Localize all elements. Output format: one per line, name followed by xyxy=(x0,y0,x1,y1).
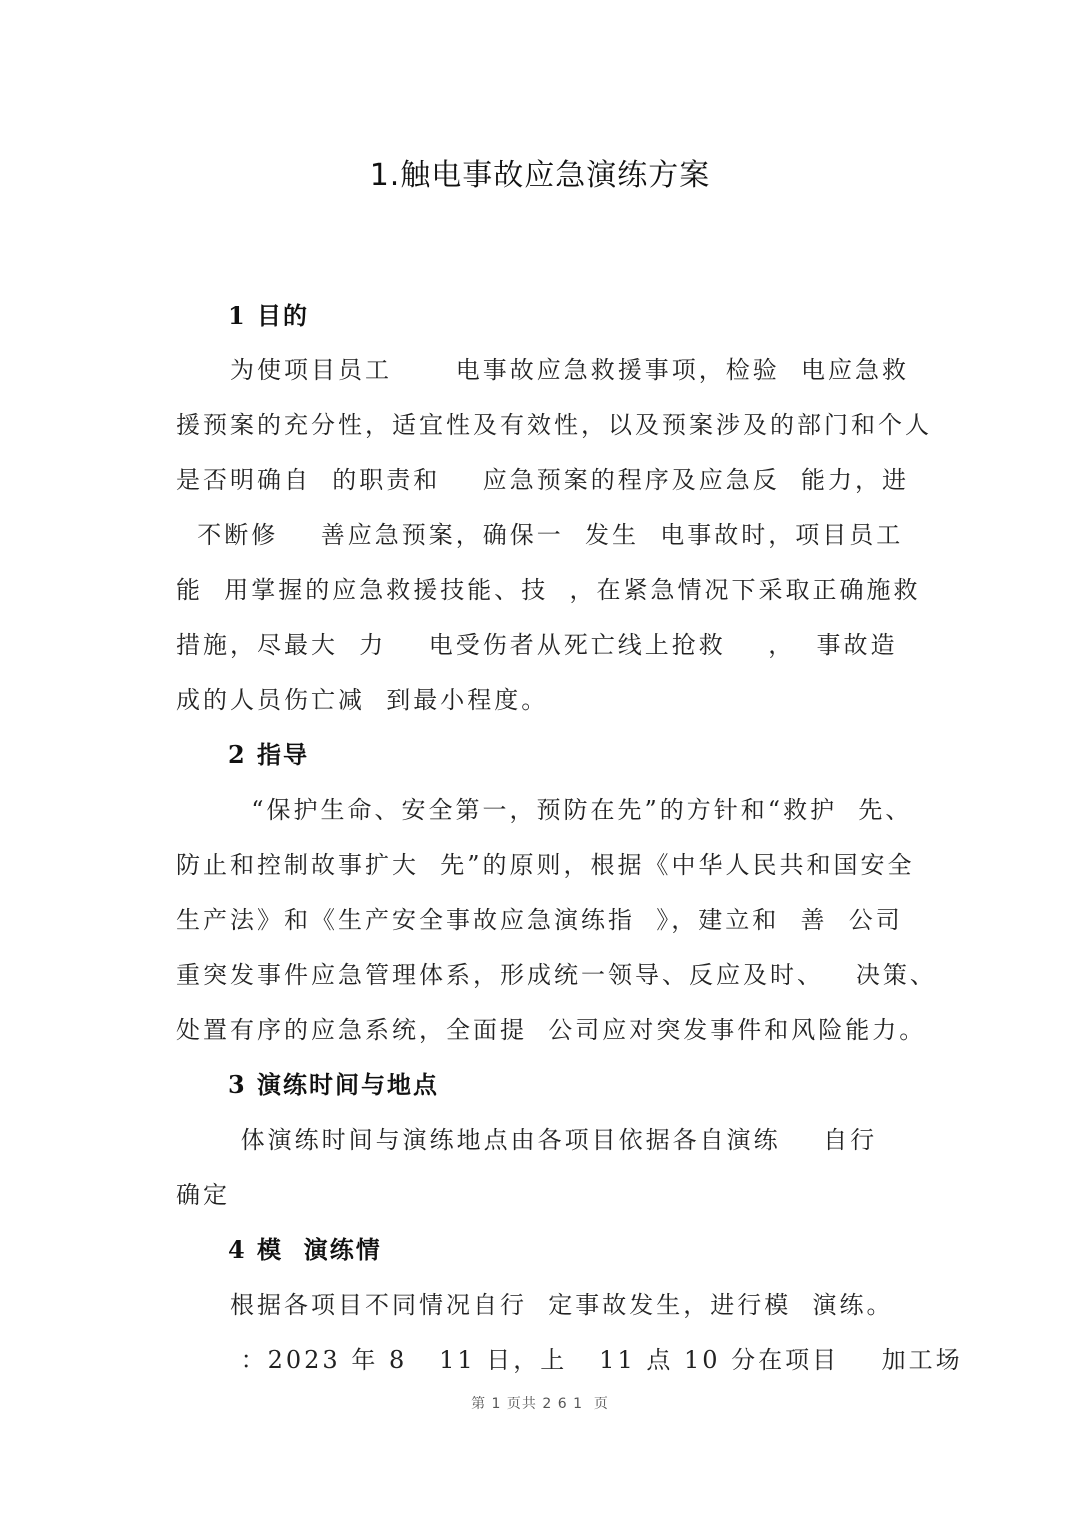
section-heading-time-place: 3 演练时间与地点 xyxy=(228,1070,440,1099)
paragraph-line: “保护生命、安全第一，预防在先”的方针和“救护 先、 xyxy=(230,796,913,824)
page-footer: 第 1 页共 2 6 1 页 xyxy=(471,1396,609,1412)
paragraph-line: 生产法》和《生产安全事故应急演练指 》，建立和 善 公司 xyxy=(176,906,903,934)
paragraph-line: 体演练时间与演练地点由各项目依据各自演练 自行 xyxy=(230,1126,878,1154)
paragraph-line: 措施，尽最大 力 电受伤者从死亡线上抢救 ， 事故造 xyxy=(176,631,898,659)
paragraph-line: 为使项目员工 电事故应急救援事项，检验 电应急救 xyxy=(230,356,910,384)
section-heading-guidance: 2 指导 xyxy=(228,740,310,769)
paragraph-line: 是否明确自 的职责和 应急预案的程序及应急反 能力，进 xyxy=(176,466,910,494)
paragraph-line: 成的人员伤亡减 到最小程度。 xyxy=(176,686,549,714)
paragraph-line: 确定 xyxy=(176,1181,230,1209)
paragraph-line: 援预案的充分性，适宜性及有效性，以及预案涉及的部门和个人 xyxy=(176,411,932,439)
section-heading-purpose: 1 目的 xyxy=(228,301,310,330)
paragraph-line: ：2023 年 8 11 日，上 11 点 10 分在项目 加工场 xyxy=(230,1346,963,1374)
paragraph-line: 不断修 善应急预案，确保一 发生 电事故时，项目员工 xyxy=(176,521,904,549)
paragraph-line: 处置有序的应急系统，全面提 公司应对突发事件和风险能力。 xyxy=(176,1016,927,1044)
paragraph-line: 重突发事件应急管理体系，形成统一领导、反应及时、 决策、 xyxy=(176,961,937,989)
paragraph-line: 根据各项目不同情况自行 定事故发生，进行模 演练。 xyxy=(230,1291,894,1319)
document-title: 1.触电事故应急演练方案 xyxy=(369,158,711,193)
section-heading-drill-scenario: 4 模 演练情 xyxy=(228,1235,382,1264)
paragraph-line: 能 用掌握的应急救援技能、技 ，在紧急情况下采取正确施救 xyxy=(176,576,921,604)
paragraph-line: 防止和控制故事扩大 先”的原则，根据《中华人民共和国安全 xyxy=(176,851,915,879)
